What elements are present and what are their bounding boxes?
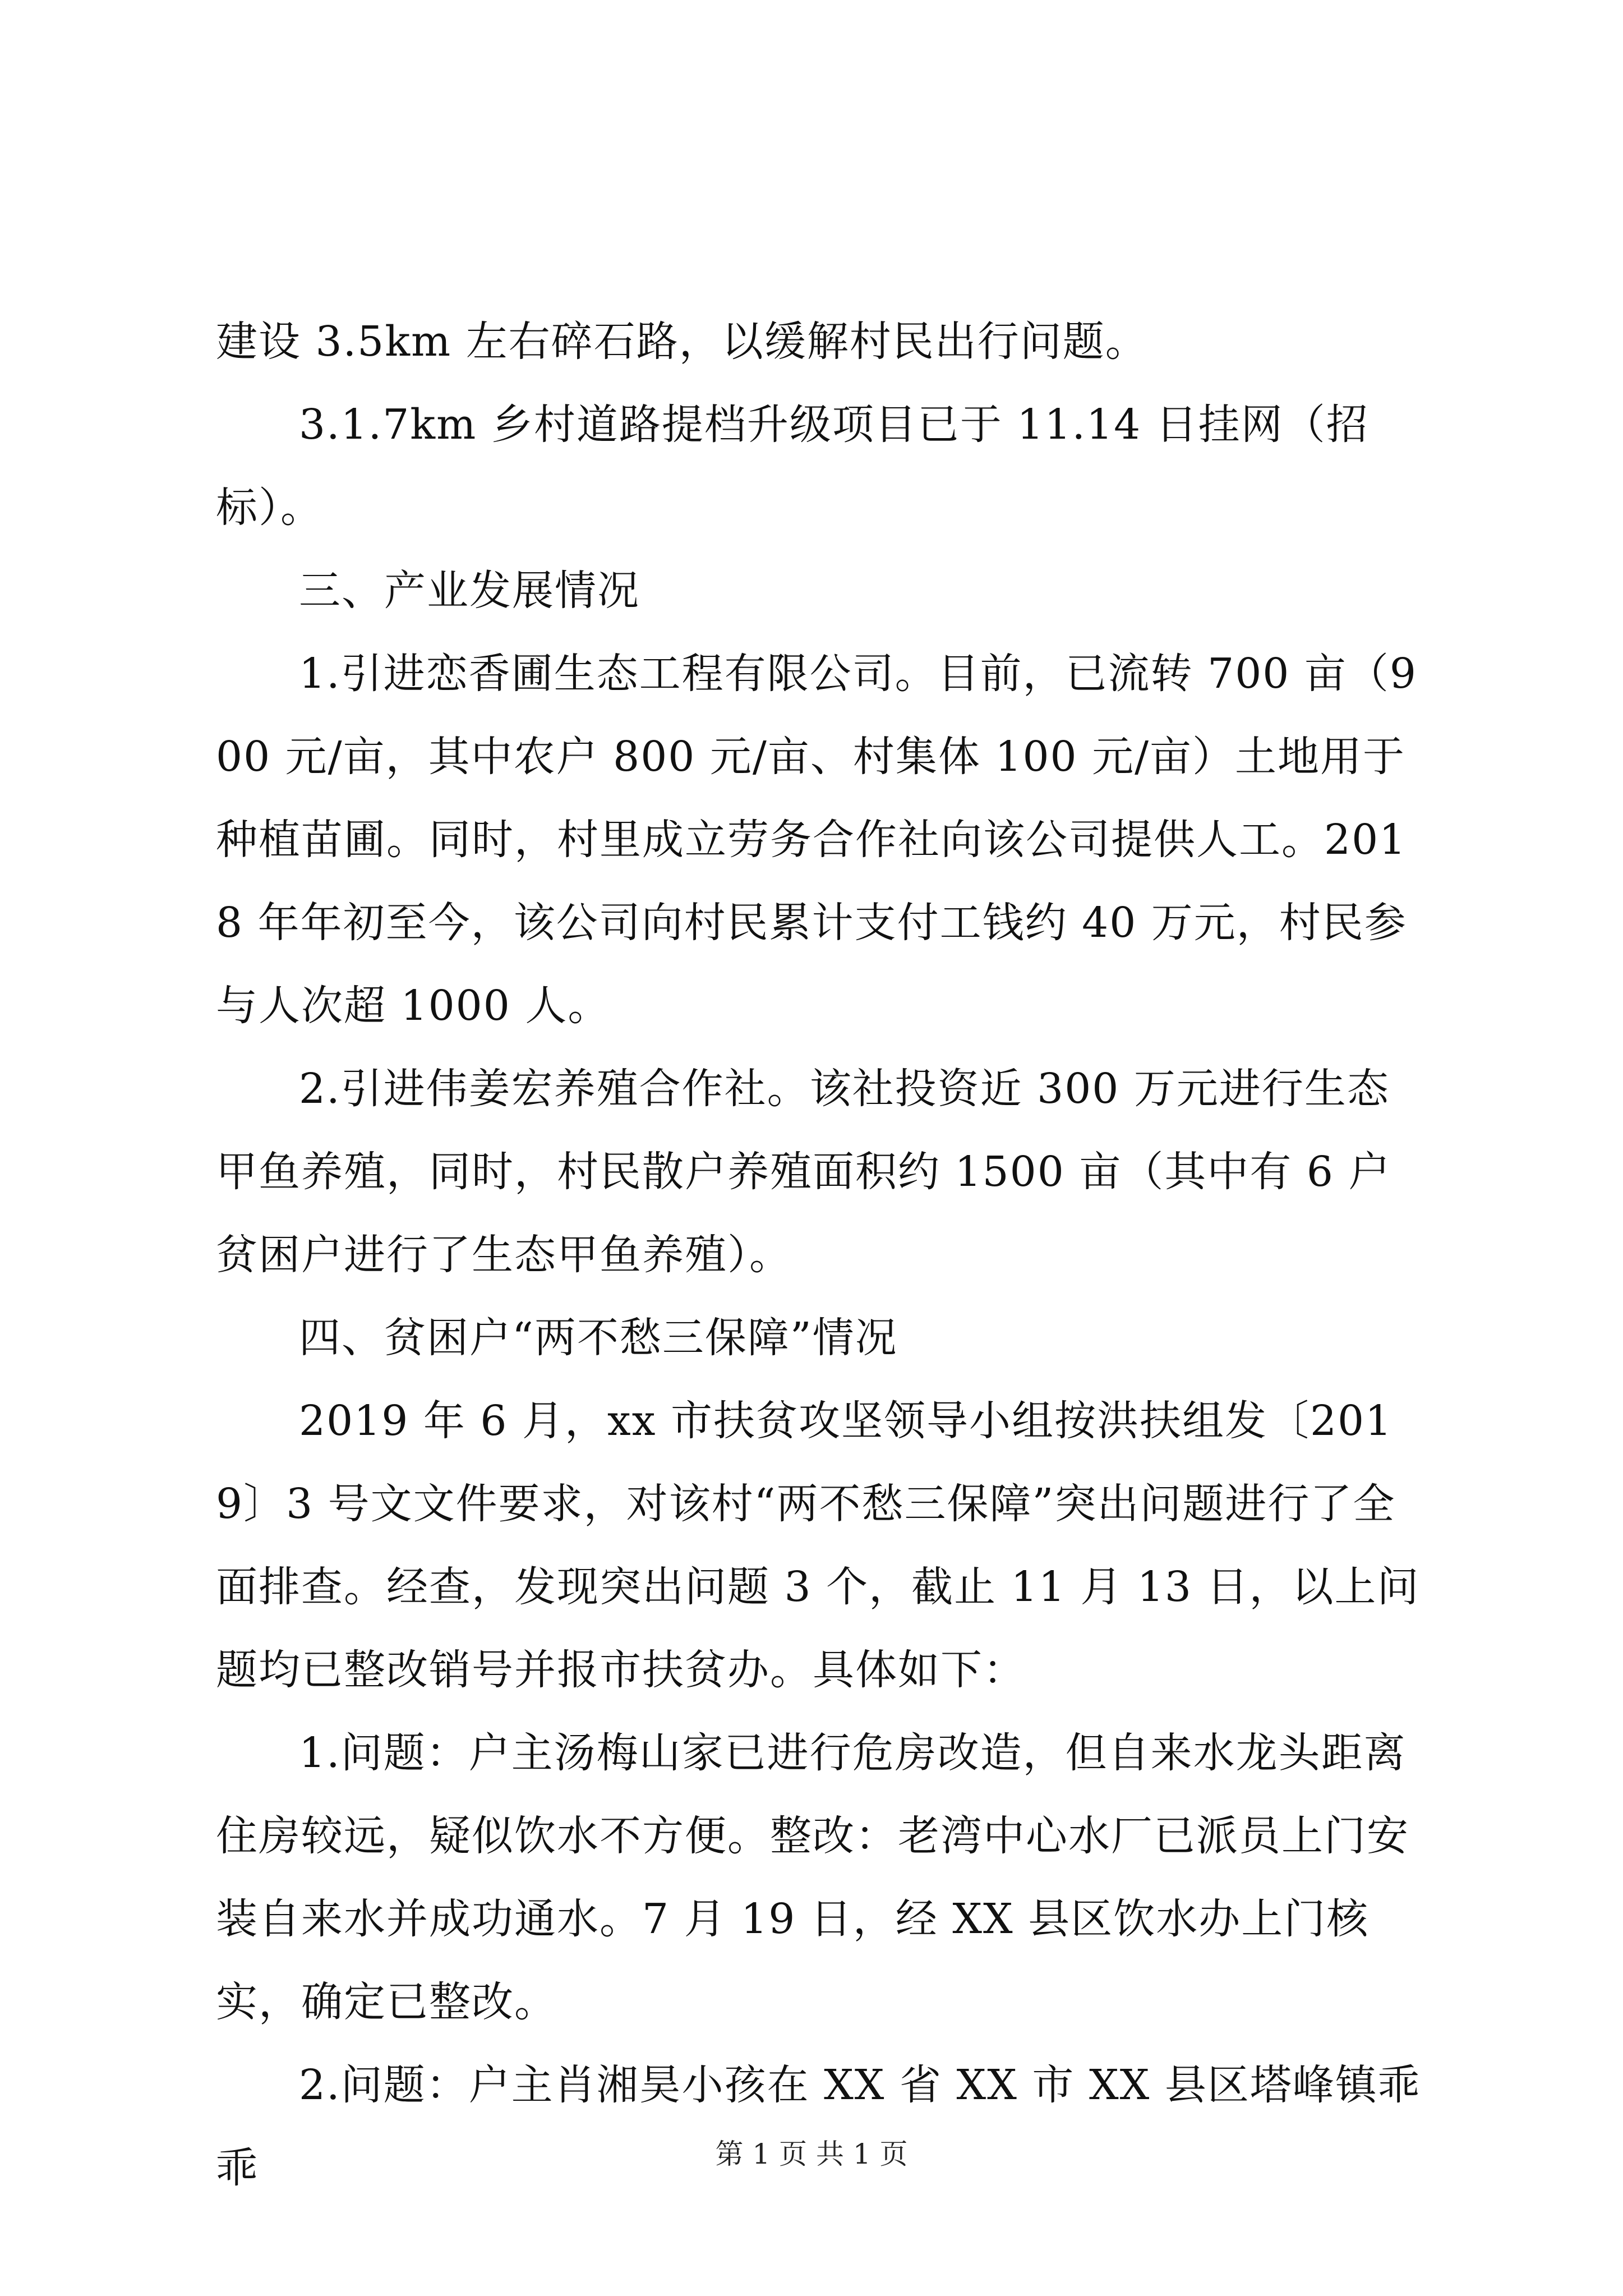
paragraph-9: 2.问题：户主肖湘昊小孩在 XX 省 XX 市 XX 县区塔峰镇乖乖	[216, 2061, 1421, 2192]
paragraph-8: 1.问题：户主汤梅山家已进行危房改造，但自来水龙头距离住房较远，疑似饮水不方便。整改：老湾中心水厂已派员上门安装自来水并成功通水。7 月 19 日，经 XX 县区饮水办上门核实，确定已整改。	[216, 1729, 1409, 2026]
document-body	[216, 300, 1422, 2210]
paragraph-4: 1.引进恋香圃生态工程有限公司。目前，已流转 700 亩（900 元/亩，其中农户 800 元/亩、村集体 100 元/亩）土地用于种植苗圃。同时，村里成立劳务合作社向该公司提供人工。2018 年年初至今，该公司向村民累计支付工钱约 40 万元，村民参与人次超 1000 人。	[216, 650, 1417, 1030]
section-heading-industry: 三、产业发展情况	[299, 567, 640, 615]
paragraph-2: 3.1.7km 乡村道路提档升级项目已于 11.14 日挂网（招标）。	[216, 401, 1369, 532]
paragraph-5: 2.引进伟姜宏养殖合作社。该社投资近 300 万元进行生态甲鱼养殖，同时，村民散户养殖面积约 1500 亩（其中有 6 户贫困户进行了生态甲鱼养殖）。	[216, 1065, 1391, 1279]
paragraph-1: 建设 3.5km 左右碎石路，以缓解村民出行问题。	[216, 318, 1148, 366]
page-footer: 第 1 页 共 1 页	[715, 2138, 908, 2170]
paragraph-7: 2019 年 6 月，xx 市扶贫攻坚领导小组按洪扶组发〔2019〕3 号文文件要求，对该村“两不愁三保障”突出问题进行了全面排查。经查，发现突出问题 3 个，截止 11 月 13 日，以上问题均已整改销号并报市扶贫办。具体如下：	[216, 1397, 1420, 1694]
section-heading-poverty: 四、贫困户“两不愁三保障”情况	[299, 1314, 898, 1362]
